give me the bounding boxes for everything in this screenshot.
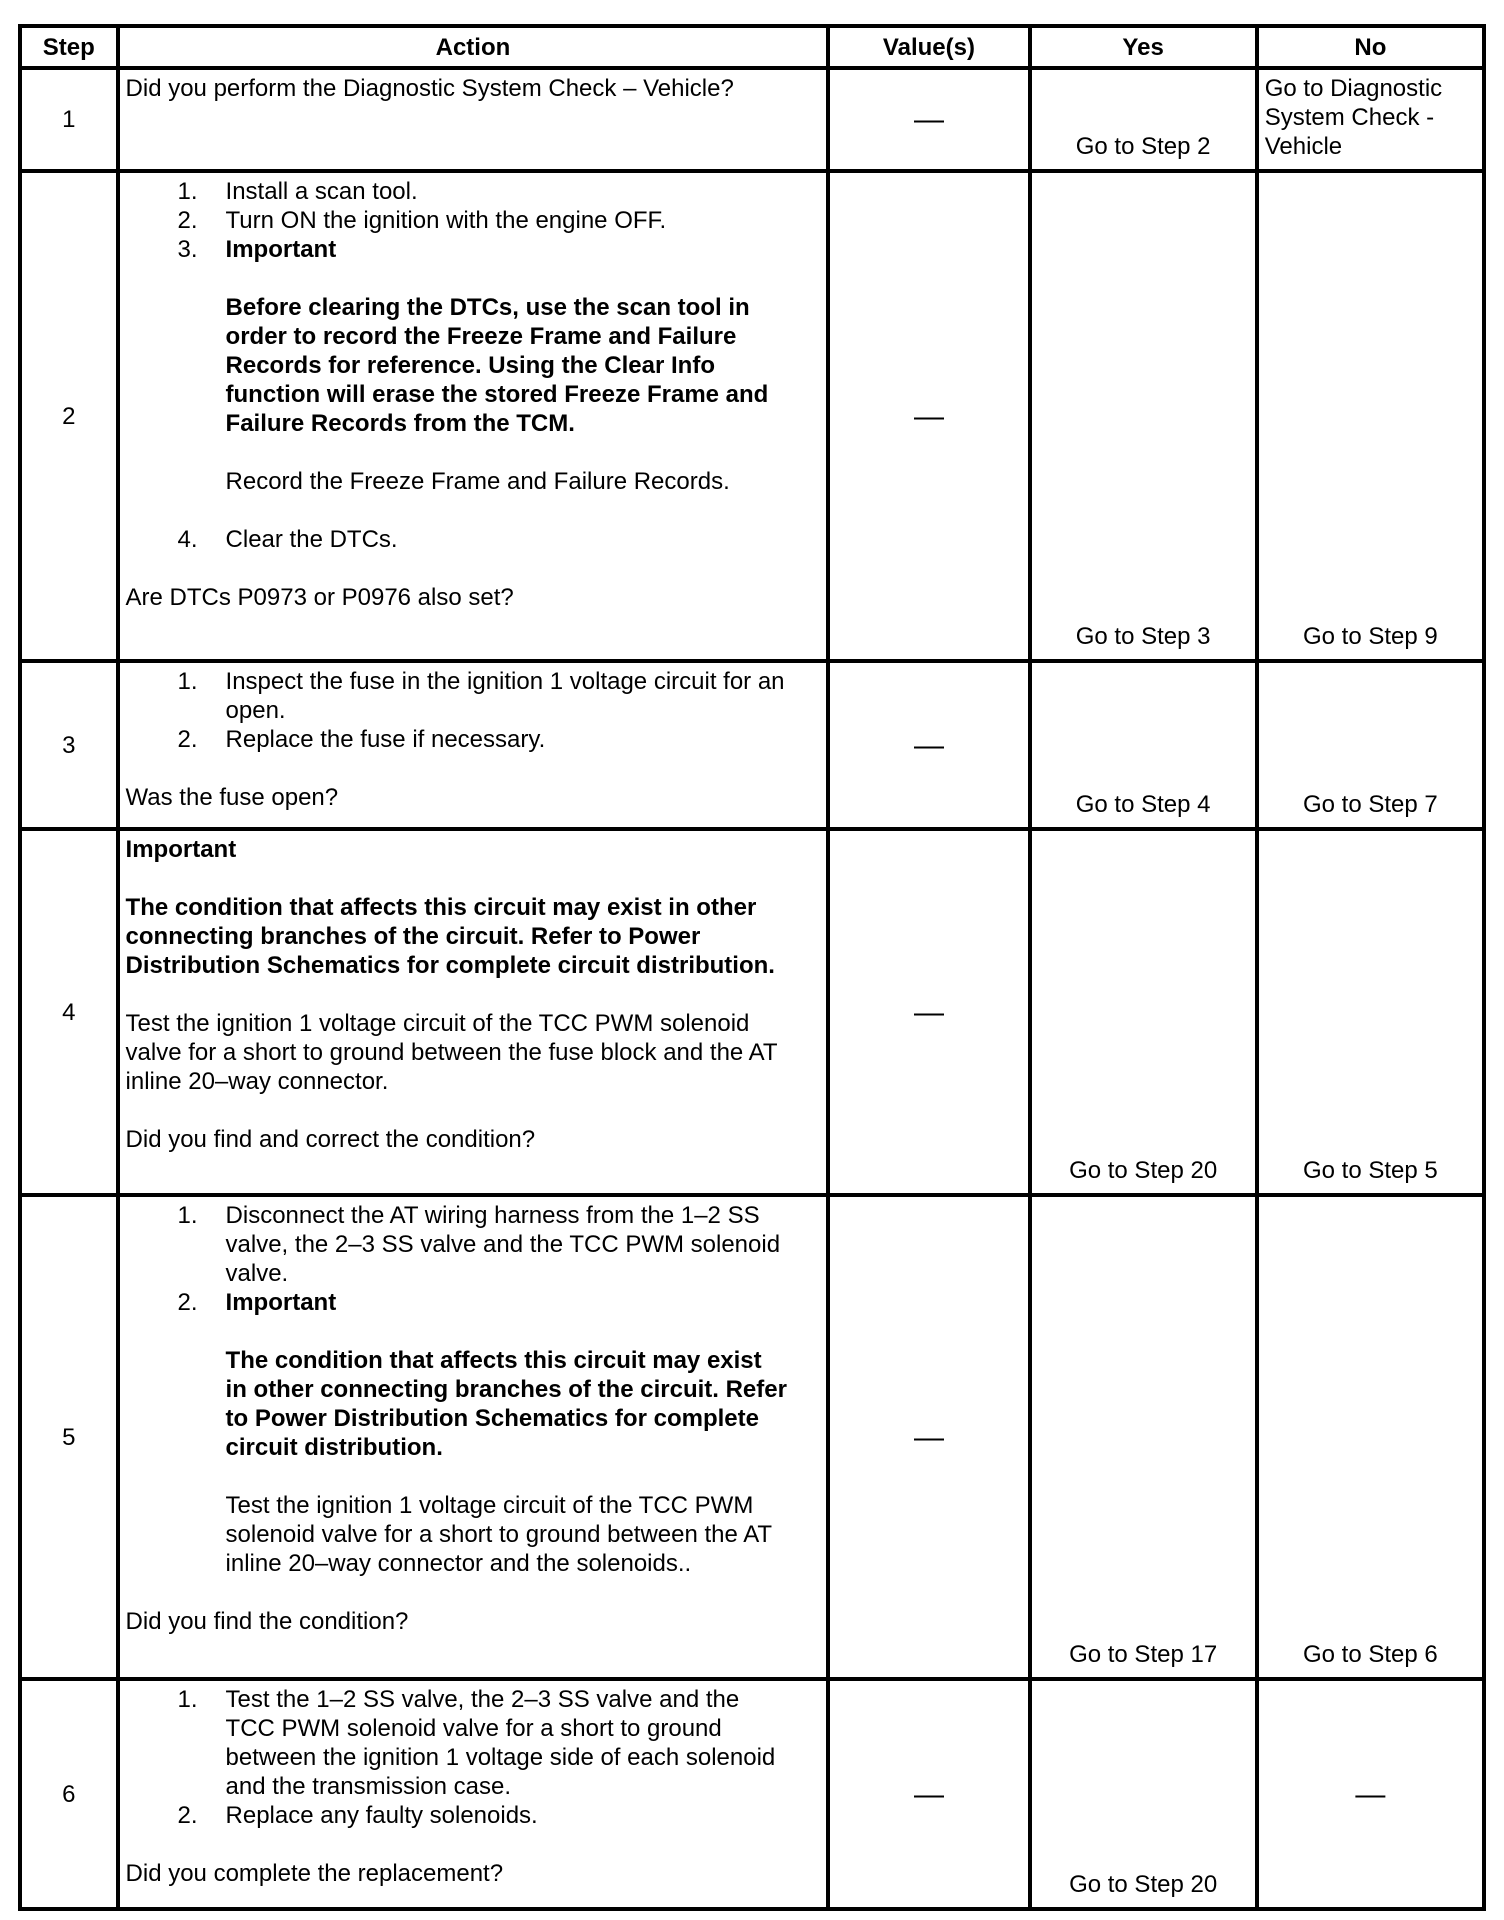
item-text: Install a scan tool. xyxy=(225,178,418,205)
important-line: Records for reference. Using the Clear Info xyxy=(225,352,715,379)
item-text: Disconnect the AT wiring harness from the 1–2 SS xyxy=(225,1202,760,1229)
diagnostic-table xyxy=(18,24,1486,1911)
header-row xyxy=(20,26,1484,68)
instruction-line: Test the ignition 1 voltage circuit of the TCC PWM xyxy=(225,1492,754,1519)
item-number: 3. xyxy=(177,236,198,263)
item-text: open. xyxy=(225,697,286,724)
no-target-line: System Check - xyxy=(1264,104,1435,131)
yes-cell xyxy=(1030,1679,1257,1909)
item-text: Test the 1–2 SS valve, the 2–3 SS valve and the xyxy=(225,1686,740,1713)
important-line: to Power Distribution Schematics for complete xyxy=(225,1405,759,1432)
important-line: Failure Records from the TCM. xyxy=(225,410,575,437)
sub-instruction xyxy=(126,1491,821,1578)
important-line: Distribution Schematics for complete circuit distribution. xyxy=(125,952,775,979)
action-cell xyxy=(118,171,829,661)
action-cell xyxy=(118,1679,829,1909)
table-row-step-4 xyxy=(20,829,1484,1195)
important-line: in other connecting branches of the circuit. Refer xyxy=(225,1376,787,1403)
instruction-line: solenoid valve for a short to ground between the AT xyxy=(225,1521,773,1548)
item-number: 2. xyxy=(177,726,198,753)
action-question: Did you find the condition? xyxy=(125,1608,409,1635)
action-question: Was the fuse open? xyxy=(125,784,339,811)
instruction-line: inline 20–way connector. xyxy=(125,1068,389,1095)
table-row-step-3 xyxy=(20,661,1484,829)
no-target: Go to Step 7 xyxy=(1302,791,1438,818)
no-target: Go to Step 6 xyxy=(1302,1641,1438,1668)
list-item xyxy=(126,525,821,554)
step-number: 6 xyxy=(20,1679,118,1909)
important-note xyxy=(126,293,821,438)
important-line: Before clearing the DTCs, use the scan tool in xyxy=(225,294,750,321)
no-cell xyxy=(1257,829,1484,1195)
header-step: Step xyxy=(20,26,118,68)
yes-cell xyxy=(1030,171,1257,661)
no-target: Go to Step 5 xyxy=(1302,1157,1438,1184)
item-text: valve, the 2–3 SS valve and the TCC PWM solenoid xyxy=(225,1231,781,1258)
header-no: No xyxy=(1257,26,1484,68)
value-cell: — xyxy=(828,68,1029,171)
yes-cell xyxy=(1030,661,1257,829)
value-cell: — xyxy=(828,171,1029,661)
important-label: Important xyxy=(125,836,237,863)
value-cell: — xyxy=(828,1679,1029,1909)
table-row-step-1 xyxy=(20,68,1484,171)
header-values: Value(s) xyxy=(828,26,1029,68)
yes-cell xyxy=(1030,1195,1257,1679)
important-line: connecting branches of the circuit. Refer to Power xyxy=(125,923,701,950)
item-text: Replace any faulty solenoids. xyxy=(225,1802,538,1829)
item-text: Replace the fuse if necessary. xyxy=(225,726,546,753)
instruction-text xyxy=(126,1009,821,1096)
value-cell: — xyxy=(828,829,1029,1195)
action-question: Did you complete the replacement? xyxy=(125,1860,504,1887)
action-question: Are DTCs P0973 or P0976 also set? xyxy=(125,584,514,611)
yes-target: Go to Step 17 xyxy=(1069,1641,1218,1668)
list-item xyxy=(126,725,821,754)
item-text: TCC PWM solenoid valve for a short to ground xyxy=(225,1715,722,1742)
instruction-line: Test the ignition 1 voltage circuit of the TCC PWM solenoid xyxy=(125,1010,750,1037)
yes-target: Go to Step 20 xyxy=(1069,1871,1218,1898)
yes-cell xyxy=(1030,68,1257,171)
important-line: The condition that affects this circuit may exist xyxy=(225,1347,762,1374)
action-cell xyxy=(118,829,829,1195)
item-text: Turn ON the ignition with the engine OFF. xyxy=(225,207,667,234)
important-note xyxy=(126,1346,821,1462)
step-number: 1 xyxy=(20,68,118,171)
instruction-line: valve for a short to ground between the fuse block and the AT xyxy=(125,1039,778,1066)
step-number: 5 xyxy=(20,1195,118,1679)
important-line: circuit distribution. xyxy=(225,1434,443,1461)
yes-target: Go to Step 20 xyxy=(1069,1157,1218,1184)
yes-target: Go to Step 2 xyxy=(1075,133,1211,160)
item-number: 1. xyxy=(177,178,198,205)
item-number: 2. xyxy=(177,207,198,234)
no-cell xyxy=(1257,661,1484,829)
item-text: between the ignition 1 voltage side of each solenoid xyxy=(225,1744,776,1771)
list-item xyxy=(126,1201,821,1288)
item-number: 4. xyxy=(177,526,198,553)
list-item xyxy=(126,1801,821,1830)
no-cell xyxy=(1257,68,1484,171)
important-label: Important xyxy=(225,236,337,263)
step-number: 4 xyxy=(20,829,118,1195)
yes-target: Go to Step 3 xyxy=(1075,623,1211,650)
item-number: 1. xyxy=(177,1202,198,1229)
item-number: 2. xyxy=(177,1289,198,1316)
action-cell xyxy=(118,68,829,171)
list-item xyxy=(126,177,821,206)
no-target: Go to Step 9 xyxy=(1302,623,1438,650)
table-row-step-2 xyxy=(20,171,1484,661)
important-note xyxy=(126,893,821,980)
important-label: Important xyxy=(225,1289,337,1316)
yes-target: Go to Step 4 xyxy=(1075,791,1211,818)
item-number: 1. xyxy=(177,1686,198,1713)
yes-cell xyxy=(1030,829,1257,1195)
no-cell xyxy=(1257,1195,1484,1679)
item-text: and the transmission case. xyxy=(225,1773,512,1800)
no-cell xyxy=(1257,171,1484,661)
important-line: function will erase the stored Freeze Frame and xyxy=(225,381,769,408)
action-cell xyxy=(118,1195,829,1679)
important-line: The condition that affects this circuit may exist in other xyxy=(125,894,757,921)
header-yes: Yes xyxy=(1030,26,1257,68)
item-text: Inspect the fuse in the ignition 1 voltage circuit for an xyxy=(225,668,785,695)
item-number: 1. xyxy=(177,668,198,695)
instruction-line: inline 20–way connector and the solenoids.. xyxy=(225,1550,692,1577)
sub-instruction: Record the Freeze Frame and Failure Records. xyxy=(225,468,730,495)
list-item xyxy=(126,1685,821,1801)
item-text: Clear the DTCs. xyxy=(225,526,398,553)
value-cell: — xyxy=(828,661,1029,829)
no-target-line: Vehicle xyxy=(1264,133,1343,160)
list-item xyxy=(126,667,821,725)
action-question: Did you perform the Diagnostic System Check – Vehicle? xyxy=(125,75,734,102)
list-item xyxy=(126,206,821,235)
table-row-step-6 xyxy=(20,1679,1484,1909)
no-target-line: Go to Diagnostic xyxy=(1264,75,1443,102)
value-cell: — xyxy=(828,1195,1029,1679)
step-number: 3 xyxy=(20,661,118,829)
action-question: Did you find and correct the condition? xyxy=(125,1126,536,1153)
no-cell: — xyxy=(1257,1679,1484,1909)
item-text: valve. xyxy=(225,1260,289,1287)
step-number: 2 xyxy=(20,171,118,661)
header-action: Action xyxy=(118,26,829,68)
important-line: order to record the Freeze Frame and Failure xyxy=(225,323,737,350)
table-row-step-5 xyxy=(20,1195,1484,1679)
list-item xyxy=(126,1288,821,1317)
item-number: 2. xyxy=(177,1802,198,1829)
action-cell xyxy=(118,661,829,829)
list-item xyxy=(126,235,821,264)
